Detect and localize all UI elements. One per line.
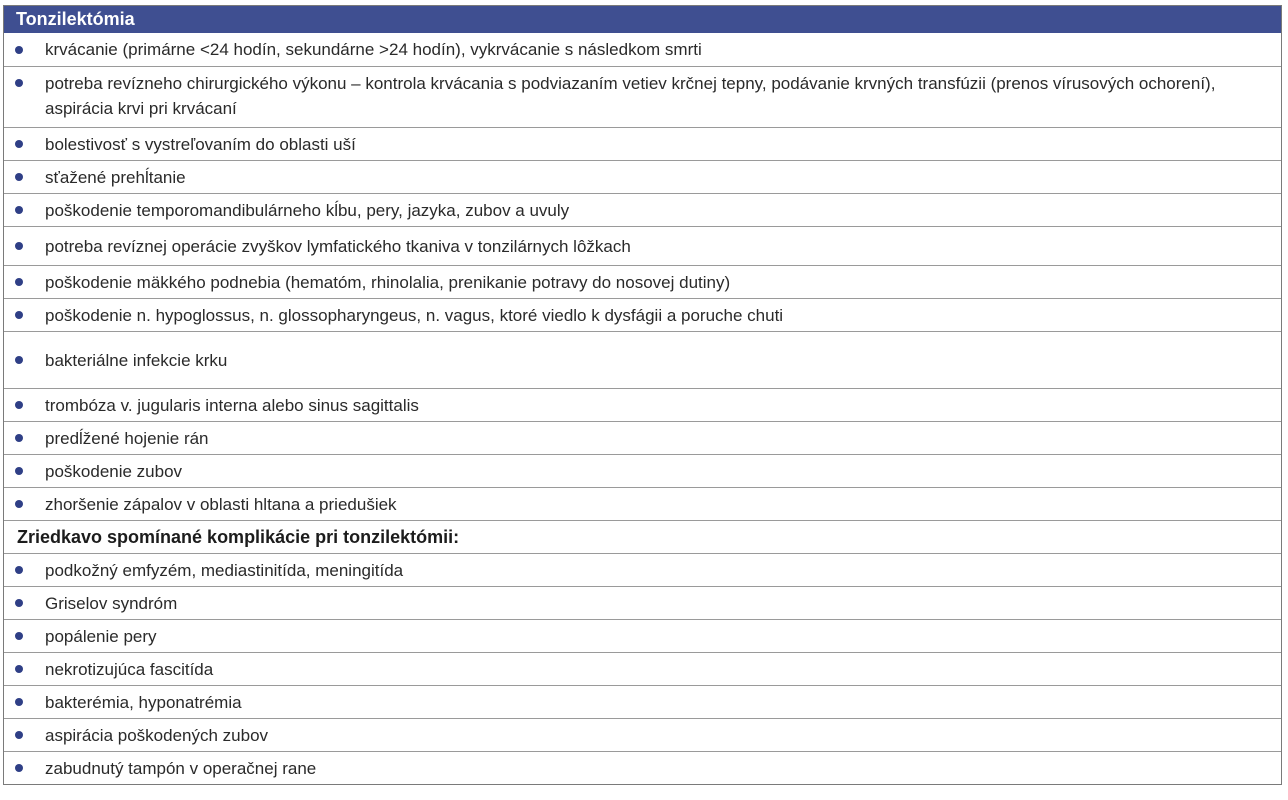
bullet-icon (15, 599, 23, 607)
bullet-icon (15, 206, 23, 214)
list-item-text: aspirácia poškodených zubov (45, 725, 269, 745)
list-item (4, 619, 1281, 652)
list-item-text: poškodenie temporomandibulárneho kĺbu, pery, jazyka, zubov a uvuly (45, 200, 570, 220)
list-item (4, 127, 1281, 160)
list-item (4, 685, 1281, 718)
bullet-icon (15, 242, 23, 250)
list-item (4, 652, 1281, 685)
bullet-icon (15, 731, 23, 739)
bullet-icon (15, 764, 23, 772)
bullet-icon (15, 500, 23, 508)
list-item-text: zhoršenie zápalov v oblasti hltana a priedušiek (45, 494, 397, 514)
list-item (4, 388, 1281, 421)
list-item-text: nekrotizujúca fascitída (45, 659, 214, 679)
list-item-text: poškodenie mäkkého podnebia (hematóm, rhinolalia, prenikanie potravy do nosovej dutiny) (45, 272, 731, 292)
bullet-icon (15, 356, 23, 364)
list-item-text: sťažené prehĺtanie (45, 167, 186, 187)
complications-table (3, 5, 1282, 785)
section-subheading: Zriedkavo spomínané komplikácie pri tonzilektómii: (4, 520, 1281, 553)
list-item-text: popálenie pery (45, 626, 157, 646)
list-item (4, 751, 1281, 784)
list-item-text: trombóza v. jugularis interna alebo sinus sagittalis (45, 395, 419, 415)
list-item (4, 421, 1281, 454)
list-item-text: bolestivosť s vystreľovaním do oblasti uší (45, 134, 356, 154)
list-item (4, 33, 1281, 66)
list-item-text: poškodenie zubov (45, 461, 183, 481)
bullet-icon (15, 278, 23, 286)
list-item-text: podkožný emfyzém, mediastinitída, meningitída (45, 560, 404, 580)
list-item-text: zabudnutý tampón v operačnej rane (45, 758, 317, 778)
bullet-icon (15, 566, 23, 574)
bullet-icon (15, 46, 23, 54)
bullet-icon (15, 434, 23, 442)
table-title: Tonzilektómia (4, 6, 1281, 33)
list-item (4, 265, 1281, 298)
bullet-icon (15, 140, 23, 148)
list-item (4, 718, 1281, 751)
list-item-text: poškodenie n. hypoglossus, n. glossopharyngeus, n. vagus, ktoré viedlo k dysfágii a poruche chuti (45, 305, 784, 325)
list-item (4, 298, 1281, 331)
list-item (4, 454, 1281, 487)
bullet-icon (15, 173, 23, 181)
bullet-icon (15, 311, 23, 319)
list-item (4, 226, 1281, 265)
list-item-text: potreba revíznej operácie zvyškov lymfatického tkaniva v tonzilárnych lôžkach (45, 236, 631, 256)
bullet-icon (15, 632, 23, 640)
bullet-icon (15, 665, 23, 673)
bullet-icon (15, 467, 23, 475)
list-item (4, 487, 1281, 520)
bullet-icon (15, 698, 23, 706)
list-item-text: bakterémia, hyponatrémia (45, 692, 242, 712)
list-item (4, 193, 1281, 226)
list-item-text: Griselov syndróm (45, 593, 178, 613)
list-item (4, 553, 1281, 586)
list-item-text: bakteriálne infekcie krku (45, 350, 228, 370)
list-item-text: krvácanie (primárne <24 hodín, sekundárne >24 hodín), vykrvácanie s následkom smrti (45, 40, 702, 59)
list-item (4, 160, 1281, 193)
bullet-icon (15, 79, 23, 87)
bullet-icon (15, 401, 23, 409)
list-item (4, 331, 1281, 388)
list-item (4, 586, 1281, 619)
list-item-text: potreba revízneho chirurgického výkonu – kontrola krvácania s podviazaním vetiev krčnej tepny, podávanie krvných transfúzii (prenos vírusových ochorení), aspirácia krvi pri krvácaní (45, 74, 1216, 118)
list-item (4, 66, 1281, 127)
list-item-text: predĺžené hojenie rán (45, 428, 209, 448)
